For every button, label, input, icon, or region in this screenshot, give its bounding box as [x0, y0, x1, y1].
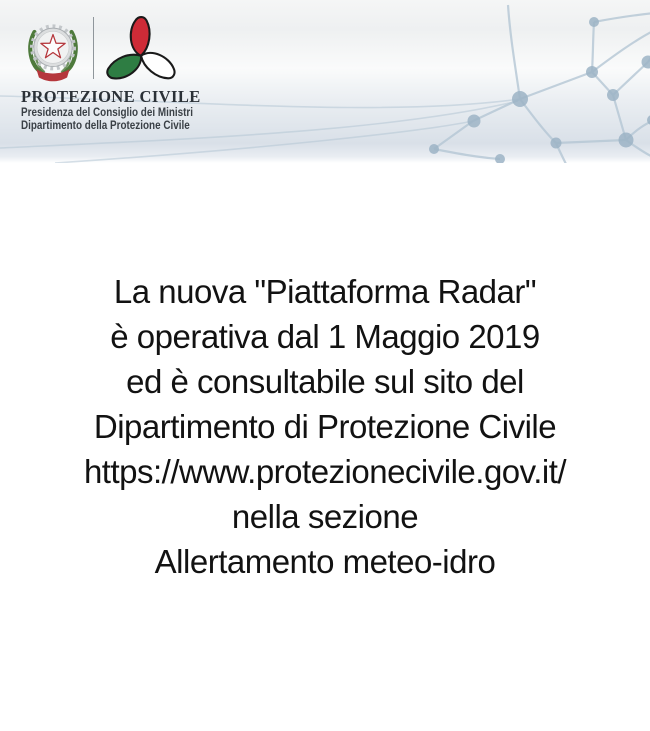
announcement-url: https://www.protezionecivile.gov.it/ — [83, 453, 567, 490]
announcement-line: La nuova "Piattaforma Radar" — [113, 273, 537, 310]
org-subtitle-2: Dipartimento della Protezione Civile — [21, 120, 190, 132]
logo-row — [21, 12, 221, 84]
protezione-civile-logo-icon — [103, 12, 179, 84]
announcement-line: Allertamento meteo-idro — [154, 543, 496, 580]
logo-divider — [93, 17, 94, 79]
site-banner — [0, 0, 650, 163]
italian-republic-emblem-icon — [21, 12, 85, 84]
brand-block — [21, 12, 221, 133]
announcement-text — [0, 163, 650, 584]
announcement-line: è operativa dal 1 Maggio 2019 — [110, 318, 540, 355]
announcement-line: ed è consultabile sul sito del — [126, 363, 524, 400]
announcement-line: Dipartimento di Protezione Civile — [93, 408, 557, 445]
announcement-line: nella sezione — [231, 498, 419, 535]
org-title: PROTEZIONE CIVILE — [21, 87, 201, 106]
org-subtitle-1: Presidenza del Consiglio dei Ministri — [21, 107, 194, 119]
